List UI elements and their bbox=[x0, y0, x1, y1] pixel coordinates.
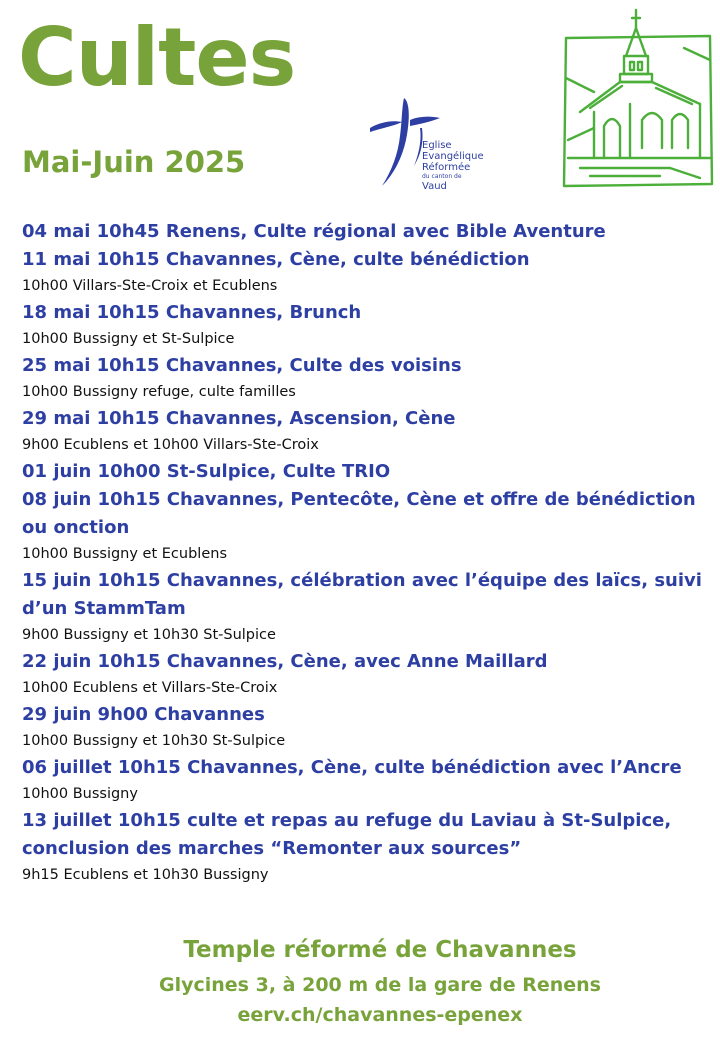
service-entry bbox=[22, 807, 712, 888]
website-link[interactable]: eerv.ch/chavannes-epenex bbox=[237, 1004, 523, 1026]
page-title: Cultes bbox=[18, 11, 296, 104]
eerv-logo-text bbox=[422, 140, 484, 192]
service-main-line: 01 juin 10h00 St-Sulpice, Culte TRIO bbox=[22, 461, 391, 482]
service-entry bbox=[22, 458, 712, 486]
service-main-line: 25 mai 10h15 Chavannes, Culte des voisins bbox=[22, 355, 462, 376]
logo-line: Eglise bbox=[422, 140, 452, 151]
service-main-line: 13 juillet 10h15 culte et repas au refuge du Laviau à St-Sulpice, conclusion des marches “Remonter aux sources” bbox=[22, 810, 672, 859]
service-list bbox=[22, 218, 712, 888]
service-main-line: 29 mai 10h15 Chavannes, Ascension, Cène bbox=[22, 408, 456, 429]
venue-name: Temple réformé de Chavannes bbox=[183, 937, 577, 963]
service-other-locations: 10h00 Bussigny et 10h30 St-Sulpice bbox=[22, 733, 286, 749]
logo-line: Réformée bbox=[422, 162, 471, 173]
service-entry bbox=[22, 648, 712, 701]
service-main-line: 04 mai 10h45 Renens, Culte régional avec Bible Aventure bbox=[22, 221, 606, 242]
service-entry bbox=[22, 405, 712, 458]
service-main-line: 15 juin 10h15 Chavannes, célébration avec l’équipe des laïcs, suivi d’un StammTam bbox=[22, 570, 702, 619]
service-entry bbox=[22, 701, 712, 754]
service-other-locations: 10h00 Bussigny et Ecublens bbox=[22, 546, 227, 562]
venue-address: Glycines 3, à 200 m de la gare de Renens bbox=[159, 974, 601, 996]
service-main-line: 22 juin 10h15 Chavannes, Cène, avec Anne Maillard bbox=[22, 651, 548, 672]
service-entry bbox=[22, 754, 712, 807]
service-other-locations: 10h00 Ecublens et Villars-Ste-Croix bbox=[22, 680, 278, 696]
service-main-line: 06 juillet 10h15 Chavannes, Cène, culte bénédiction avec l’Ancre bbox=[22, 757, 682, 778]
logo-line: du canton de bbox=[422, 173, 462, 180]
service-main-line: 29 juin 9h00 Chavannes bbox=[22, 704, 265, 725]
logo-line: Vaud bbox=[422, 181, 447, 192]
service-other-locations: 9h00 Bussigny et 10h30 St-Sulpice bbox=[22, 627, 276, 643]
service-main-line: 18 mai 10h15 Chavannes, Brunch bbox=[22, 302, 362, 323]
service-entry bbox=[22, 567, 712, 648]
page-subtitle: Mai-Juin 2025 bbox=[22, 145, 246, 179]
service-entry bbox=[22, 352, 712, 405]
footer bbox=[0, 930, 720, 1030]
service-entry bbox=[22, 486, 712, 567]
service-entry bbox=[22, 299, 712, 352]
logo-line: Evangélique bbox=[422, 151, 484, 162]
service-other-locations: 10h00 Bussigny bbox=[22, 786, 138, 802]
service-other-locations: 9h00 Ecublens et 10h00 Villars-Ste-Croix bbox=[22, 437, 319, 453]
service-other-locations: 10h00 Villars-Ste-Croix et Ecublens bbox=[22, 278, 278, 294]
service-entry bbox=[22, 218, 712, 246]
service-main-line: 08 juin 10h15 Chavannes, Pentecôte, Cène et offre de bénédiction ou onction bbox=[22, 489, 696, 538]
service-other-locations: 10h00 Bussigny et St-Sulpice bbox=[22, 331, 235, 347]
service-other-locations: 10h00 Bussigny refuge, culte familles bbox=[22, 384, 296, 400]
service-entry bbox=[22, 246, 712, 299]
service-main-line: 11 mai 10h15 Chavannes, Cène, culte bénédiction bbox=[22, 249, 530, 270]
service-other-locations: 9h15 Ecublens et 10h30 Bussigny bbox=[22, 867, 269, 883]
church-illustration-icon bbox=[560, 8, 716, 188]
